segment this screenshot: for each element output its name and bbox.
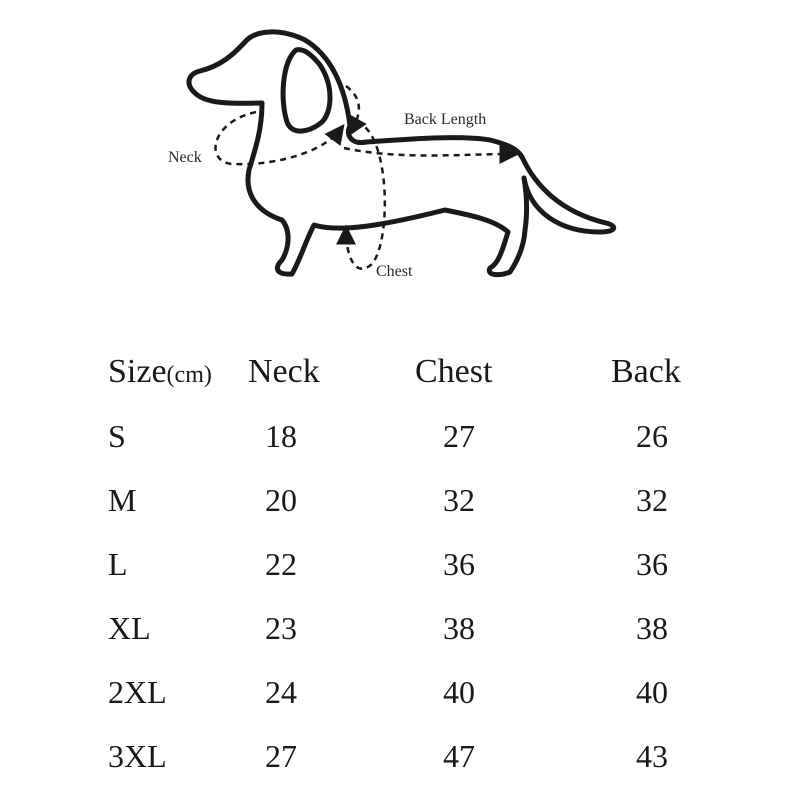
chest-cell: 40 <box>443 673 475 710</box>
neck-cell: 23 <box>265 609 297 646</box>
table-row <box>108 596 756 660</box>
neck-cell: 20 <box>265 481 297 518</box>
chest-cell: 38 <box>443 609 475 646</box>
unit-label: (cm) <box>166 362 212 388</box>
back-cell: 38 <box>636 609 668 646</box>
back-length-arrow <box>344 148 512 156</box>
neck-cell: 27 <box>265 737 297 774</box>
size-cell: L <box>108 545 128 582</box>
size-cell: XL <box>108 609 151 646</box>
size-column-header <box>108 340 248 404</box>
back-cell: 32 <box>636 481 668 518</box>
chest-column-header: Chest <box>415 353 493 390</box>
size-cell: 3XL <box>108 737 167 774</box>
size-header-label: Size <box>108 353 167 390</box>
back-length-label: Back Length <box>404 111 487 128</box>
back-cell: 26 <box>636 417 668 454</box>
table-row <box>108 468 756 532</box>
size-cell: 2XL <box>108 673 167 710</box>
size-cell: S <box>108 417 126 454</box>
dog-measurement-diagram <box>0 0 800 320</box>
chest-cell: 36 <box>443 545 475 582</box>
chest-cell: 47 <box>443 737 475 774</box>
back-cell: 40 <box>636 673 668 710</box>
back-column-header: Back <box>611 353 681 390</box>
neck-column-header: Neck <box>248 353 320 390</box>
neck-label: Neck <box>168 149 202 166</box>
chest-cell: 27 <box>443 417 475 454</box>
neck-cell: 22 <box>265 545 297 582</box>
table-row <box>108 724 756 788</box>
back-cell: 43 <box>636 737 668 774</box>
table-row <box>108 660 756 724</box>
neck-cell: 18 <box>265 417 297 454</box>
chest-label: Chest <box>376 263 413 280</box>
neck-cell: 24 <box>265 673 297 710</box>
size-chart-table <box>108 340 756 788</box>
back-cell: 36 <box>636 545 668 582</box>
table-row <box>108 404 756 468</box>
size-cell: M <box>108 481 137 518</box>
chest-cell: 32 <box>443 481 475 518</box>
dog-outline <box>189 32 614 275</box>
table-header-row <box>108 340 756 404</box>
table-row <box>108 532 756 596</box>
